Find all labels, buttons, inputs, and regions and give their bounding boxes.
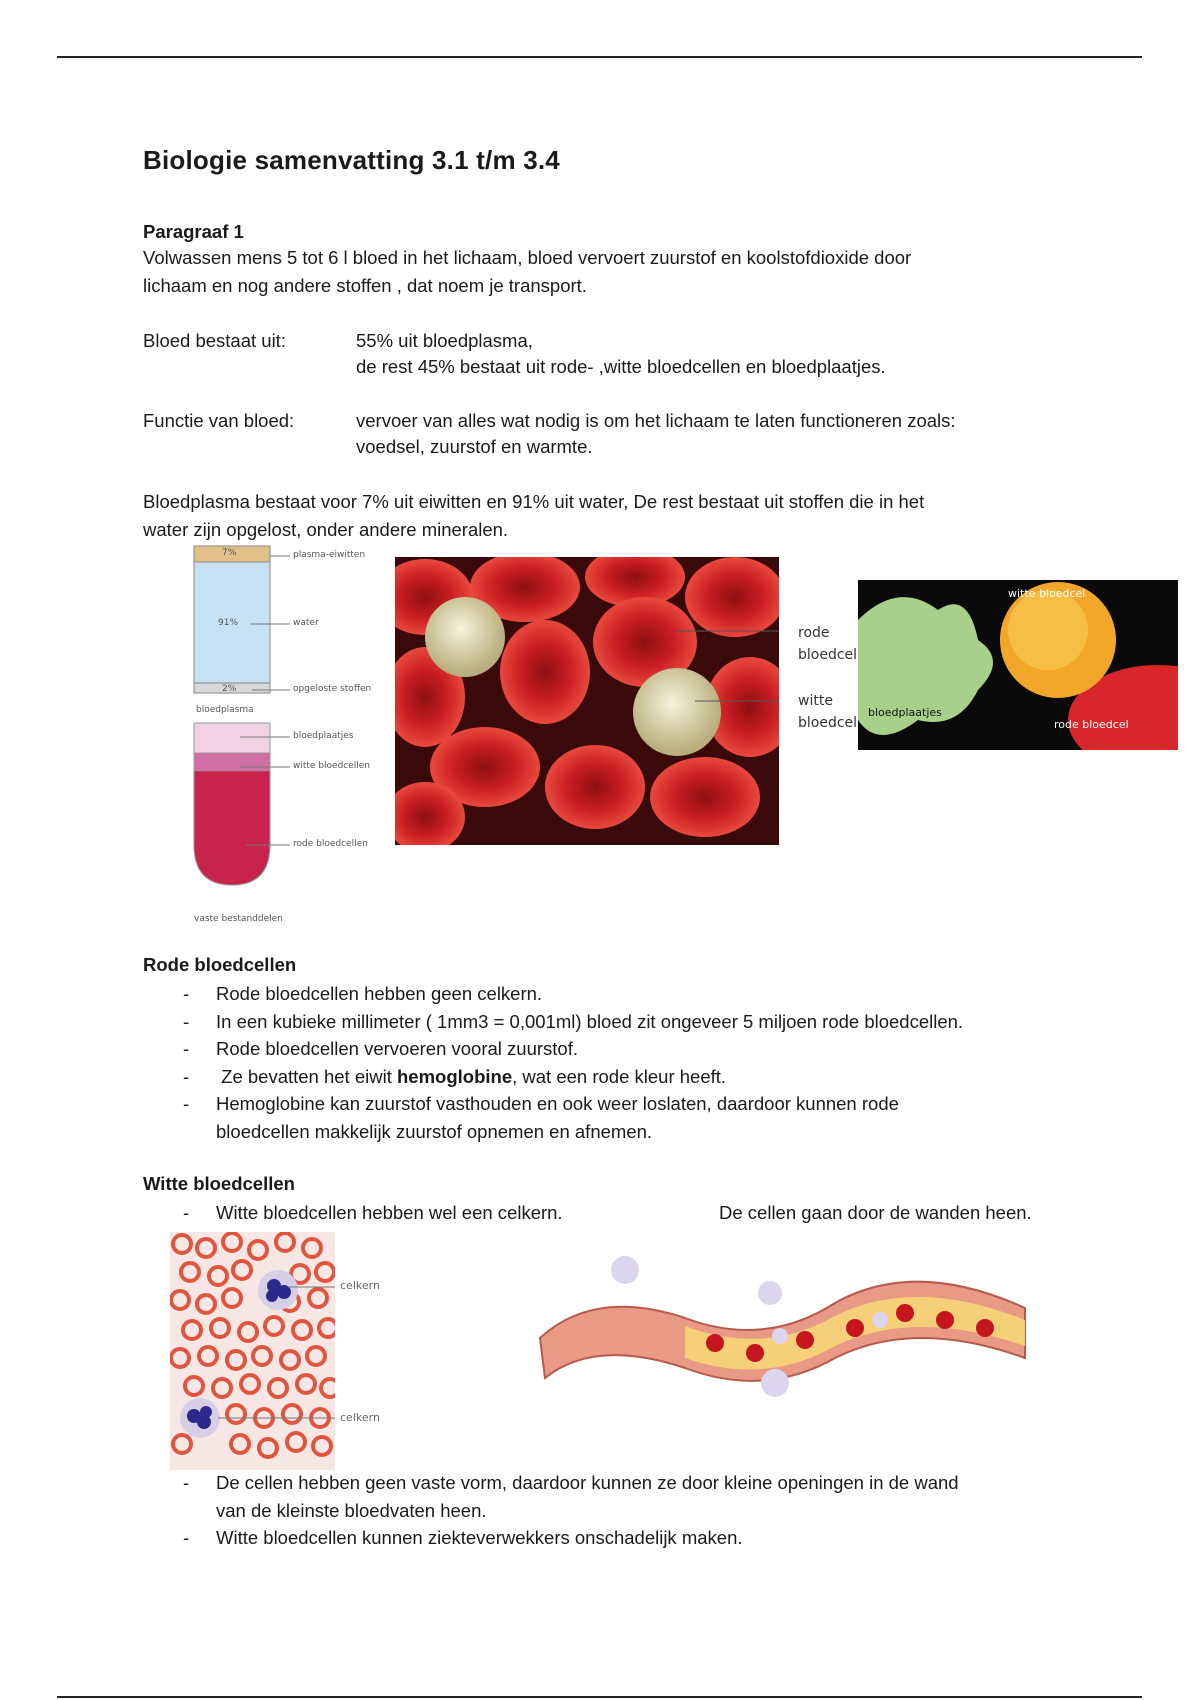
label-rode-bloedcel-2: bloedcel (798, 647, 858, 663)
blood-smear-figure (170, 1232, 335, 1470)
label-rode-bloedcel (798, 622, 857, 666)
sem-drawing (858, 580, 1178, 750)
pct-water: 91% (218, 618, 239, 628)
functie-label: Functie van bloed: (143, 410, 295, 431)
bloed-text (356, 327, 886, 381)
witte-item-1-text: Witte bloedcellen hebben wel een celkern. (216, 1202, 563, 1223)
hemoglobine-term: hemoglobine (397, 1065, 513, 1087)
pct-opgeloste: 2% (222, 684, 237, 694)
blood-composition-drawing (190, 545, 390, 930)
intro-line-2: lichaam en nog andere stoffen , dat noem je transport. (143, 275, 587, 296)
section-heading-witte: Witte bloedcellen (143, 1173, 295, 1194)
plasma-line-2: water zijn opgelost, onder andere mineralen. (143, 519, 509, 540)
sem-label-plaatjes: bloedplaatjes (868, 706, 942, 719)
blood-vessel-drawing (535, 1248, 1030, 1418)
blood-micrograph (395, 557, 779, 845)
pct-eiwitten: 7% (222, 548, 237, 558)
rode-list (143, 980, 1143, 1145)
rode-item-4 (143, 1063, 1143, 1091)
plasma-text (143, 488, 924, 544)
label-witte-bloedcel-2: bloedcel (798, 715, 858, 731)
functie-line-1: vervoer van alles wat nodig is om het lichaam te laten functioneren zoals: (356, 410, 956, 431)
rode-item-2: - In een kubieke millimeter ( 1mm3 = 0,001ml) bloed zit ongeveer 5 miljoen rode bloedcellen. (143, 1008, 1143, 1036)
blood-composition-figure (190, 545, 390, 930)
sem-label-rode: rode bloedcel (1054, 718, 1129, 731)
functie-line-2: voedsel, zuurstof en warmte. (356, 436, 593, 457)
witte-item-3: - Witte bloedcellen kunnen ziekteverwekkers onschadelijk maken. (143, 1524, 1143, 1552)
bloed-label: Bloed bestaat uit: (143, 330, 286, 351)
sem-image (858, 580, 1178, 750)
label-bloedplasma: bloedplasma (196, 705, 254, 715)
sem-label-witte: witte bloedcel (1008, 587, 1086, 600)
plasma-line-1: Bloedplasma bestaat voor 7% uit eiwitten en 91% uit water, De rest bestaat uit stoffen die in het (143, 491, 925, 512)
witte-list-top (143, 1199, 1143, 1227)
witte-list-bottom (143, 1469, 1143, 1552)
witte-item-1 (143, 1199, 1143, 1227)
witte-item-2-line-1: - De cellen hebben geen vaste vorm, daardoor kunnen ze door kleine openingen in de wand (216, 1472, 959, 1493)
rode-item-5 (143, 1090, 1143, 1145)
rode-item-4-pre: Ze bevatten het eiwit (216, 1065, 397, 1087)
rode-item-5-line-2: bloedcellen makkelijk zuurstof opnemen en afnemen. (216, 1120, 653, 1142)
bloed-line-2: de rest 45% bestaat uit rode- ,witte bloedcellen en bloedplaatjes. (356, 356, 886, 377)
label-witte-bloedcel (798, 690, 857, 734)
rode-item-5-line-1: - Hemoglobine kan zuurstof vasthouden en ook weer loslaten, daardoor kunnen rode (216, 1093, 899, 1114)
page-title: Biologie samenvatting 3.1 t/m 3.4 (143, 145, 560, 175)
blood-vessel-illustration (535, 1248, 1030, 1418)
functie-text (356, 407, 956, 461)
witte-item-2 (143, 1469, 1143, 1524)
witte-item-2-line-2: van de kleinste bloedvaten heen. (216, 1499, 487, 1521)
top-rule (57, 56, 1142, 58)
label-witte-bloedcel-1: witte (798, 693, 833, 709)
label-bloedplaatjes: bloedplaatjes (293, 731, 354, 741)
rode-item-1: - Rode bloedcellen hebben geen celkern. (143, 980, 1143, 1008)
label-water: water (293, 618, 319, 628)
section-heading-par1: Paragraaf 1 (143, 221, 244, 242)
label-rode-bloedcel-1: rode (798, 625, 830, 641)
section-heading-rode: Rode bloedcellen (143, 954, 297, 975)
rode-item-3: - Rode bloedcellen vervoeren vooral zuurstof. (143, 1035, 1143, 1063)
label-celkern-1: celkern (340, 1279, 380, 1292)
label-rode-bloedcellen: rode bloedcellen (293, 839, 368, 849)
intro-line-1: Volwassen mens 5 tot 6 l bloed in het lichaam, bloed vervoert zuurstof en koolstofdioxide door (143, 247, 912, 268)
micrograph-drawing (395, 557, 779, 845)
label-witte-bloedcellen: witte bloedcellen (293, 761, 371, 771)
label-plasma-eiwitten: plasma-eiwitten (293, 550, 366, 560)
label-opgeloste-stoffen: opgeloste stoffen (293, 684, 372, 694)
witte-item-1-aside: De cellen gaan door de wanden heen. (719, 1202, 1032, 1223)
bloed-line-1: 55% uit bloedplasma, (356, 330, 533, 351)
label-celkern-2: celkern (340, 1411, 380, 1424)
intro-text (143, 244, 911, 300)
blood-smear-drawing (170, 1232, 335, 1470)
bottom-rule (57, 1696, 1142, 1698)
rode-item-4-post: , wat een rode kleur heeft. (512, 1065, 727, 1087)
label-vaste-bestanddelen: vaste bestanddelen (194, 914, 283, 924)
